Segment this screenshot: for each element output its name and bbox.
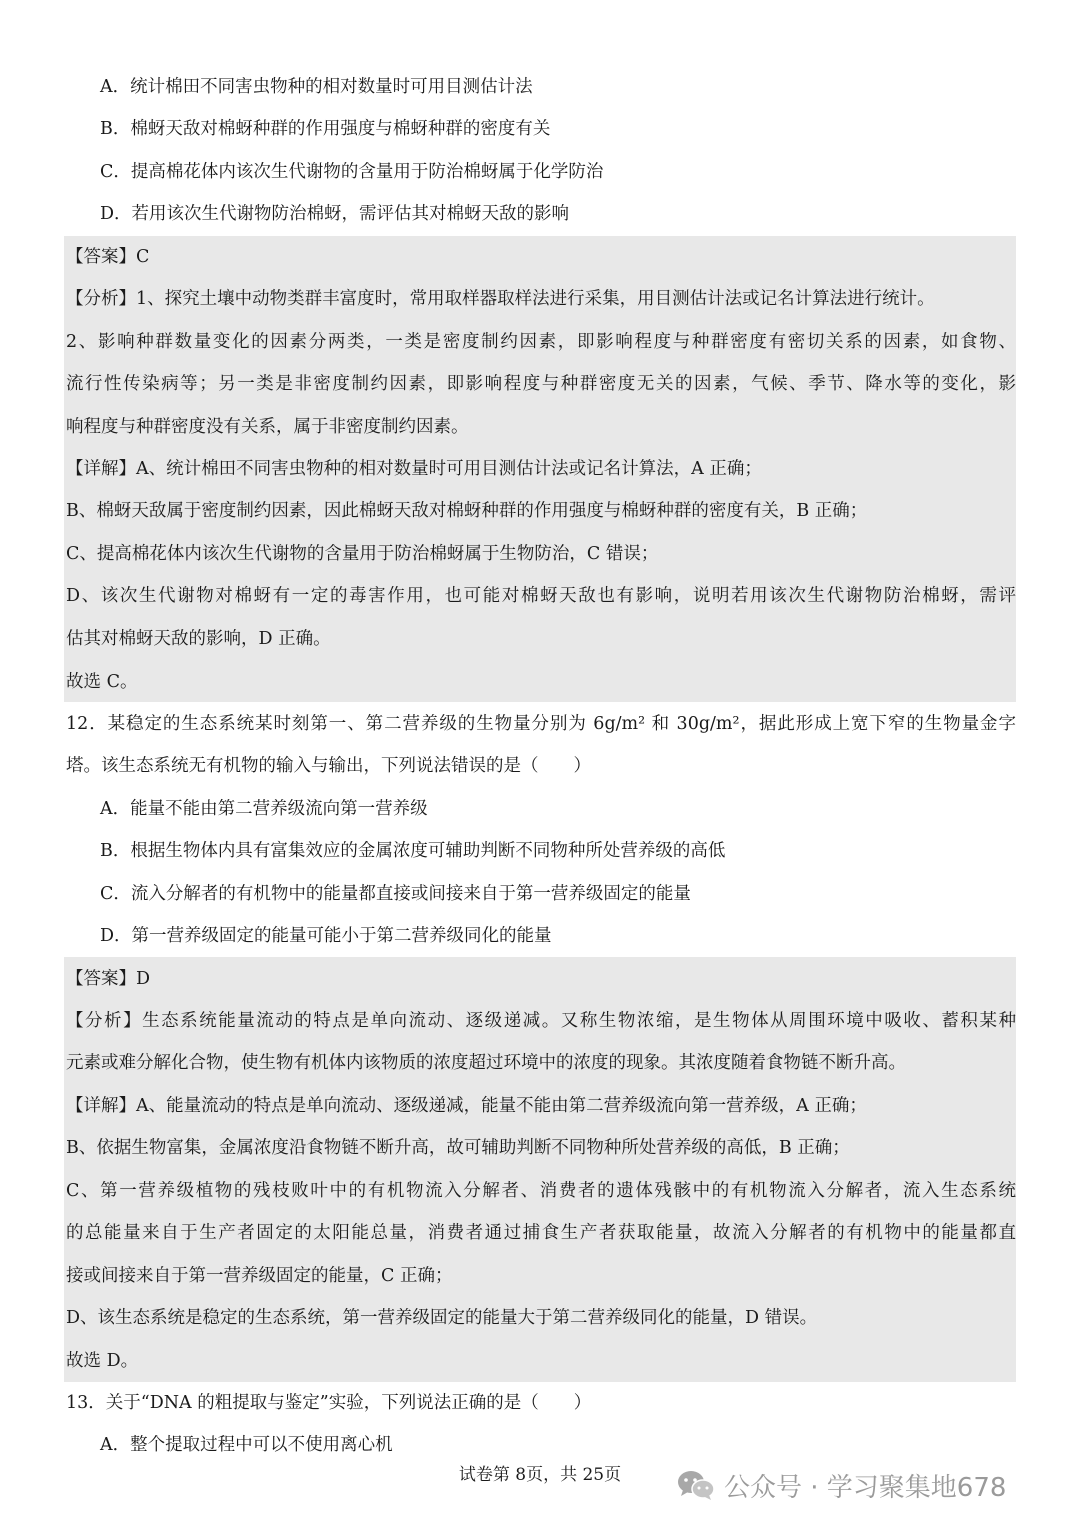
q11-detail-line: 估其对棉蚜天敌的影响，D 正确。 — [66, 629, 331, 649]
q11-detail-line: C、提高棉花体内该次生代谢物的含量用于防治棉蚜属于生物防治，C 错误； — [66, 544, 659, 564]
q13-stem: 13．关于“DNA 的粗提取与鉴定”实验，下列说法正确的是（ ） — [66, 1393, 592, 1413]
q12-analysis-line: 【分析】生态系统能量流动的特点是单向流动、逐级递减。又称生物浓缩，是生物体从周围环境中吸收、蓄积某种 — [66, 1011, 1016, 1031]
q11-detail-line: 【详解】A、统计棉田不同害虫物种的相对数量时可用目测估计法或记名计算法，A 正确； — [66, 459, 762, 479]
q11-detail-line: B、棉蚜天敌属于密度制约因素，因此棉蚜天敌对棉蚜种群的作用强度与棉蚜种群的密度有关，B 正确； — [66, 501, 868, 521]
q13-option-a: A．整个提取过程中可以不使用离心机 — [100, 1435, 393, 1455]
q11-option-a: A．统计棉田不同害虫物种的相对数量时可用目测估计法 — [100, 77, 533, 97]
q12-option-c: C．流入分解者的有机物中的能量都直接或间接来自于第一营养级固定的能量 — [100, 884, 691, 904]
watermark — [676, 1465, 1006, 1505]
q12-option-b: B．根据生物体内具有富集效应的金属浓度可辅助判断不同物种所处营养级的高低 — [100, 841, 726, 861]
q12-detail-line: B、依据生物富集，金属浓度沿食物链不断升高，故可辅助判断不同物种所处营养级的高低，B 正确； — [66, 1138, 850, 1158]
q12-detail-line: D、该生态系统是稳定的生态系统，第一营养级固定的能量大于第二营养级同化的能量，D 错误。 — [66, 1308, 818, 1328]
watermark-text: 公众号 · 学习聚集地678 — [724, 1472, 1007, 1503]
q12-conclusion: 故选 D。 — [66, 1351, 139, 1371]
q12-stem-line: 塔。该生态系统无有机物的输入与输出，下列说法错误的是（ ） — [66, 756, 591, 776]
q12-option-a: A．能量不能由第二营养级流向第一营养级 — [100, 799, 428, 819]
q11-answer: 【答案】C — [66, 247, 150, 267]
q11-analysis-line: 2、影响种群数量变化的因素分两类，一类是密度制约因素，即影响程度与种群密度有密切关系的因素，如食物、 — [66, 332, 1016, 352]
q12-detail-line: C、第一营养级植物的残枝败叶中的有机物流入分解者、消费者的遗体残骸中的有机物流入分解者，流入生态系统 — [66, 1181, 1016, 1201]
q12-answer: 【答案】D — [66, 969, 151, 989]
q11-option-c: C．提高棉花体内该次生代谢物的含量用于防治棉蚜属于化学防治 — [100, 162, 604, 182]
q11-option-b: B．棉蚜天敌对棉蚜种群的作用强度与棉蚜种群的密度有关 — [100, 119, 551, 139]
q12-detail-line: 接或间接来自于第一营养级固定的能量，C 正确； — [66, 1266, 453, 1286]
q11-option-d: D．若用该次生代谢物防治棉蚜，需评估其对棉蚜天敌的影响 — [100, 204, 570, 224]
q12-analysis-line: 元素或难分解化合物，使生物有机体内该物质的浓度超过环境中的浓度的现象。其浓度随着食物链不断升高。 — [66, 1053, 906, 1073]
q11-conclusion: 故选 C。 — [66, 672, 138, 692]
q12-option-d: D．第一营养级固定的能量可能小于第二营养级同化的能量 — [100, 926, 552, 946]
q12-stem-line: 12．某稳定的生态系统某时刻第一、第二营养级的生物量分别为 6g/m² 和 30g/m²，据此形成上宽下窄的生物量金字 — [66, 714, 1016, 734]
q11-analysis-line: 【分析】1、探究土壤中动物类群丰富度时，常用取样器取样法进行采集，用目测估计法或记名计算法进行统计。 — [66, 289, 935, 309]
q11-analysis-line: 响程度与种群密度没有关系，属于非密度制约因素。 — [66, 417, 469, 437]
wechat-icon — [676, 1468, 716, 1502]
q12-detail-line: 的总能量来自于生产者固定的太阳能总量，消费者通过捕食生产者获取能量，故流入分解者的有机物中的能量都直 — [66, 1223, 1016, 1243]
q11-analysis-line: 流行性传染病等；另一类是非密度制约因素，即影响程度与种群密度无关的因素，气候、季节、降水等的变化，影 — [66, 374, 1016, 394]
q12-detail-line: 【详解】A、能量流动的特点是单向流动、逐级递减，能量不能由第二营养级流向第一营养级，A 正确； — [66, 1096, 867, 1116]
q11-detail-line: D、该次生代谢物对棉蚜有一定的毒害作用，也可能对棉蚜天敌也有影响，说明若用该次生代谢物防治棉蚜，需评 — [66, 586, 1016, 606]
page-footer: 试卷第 8页，共 25页 — [458, 1465, 622, 1485]
